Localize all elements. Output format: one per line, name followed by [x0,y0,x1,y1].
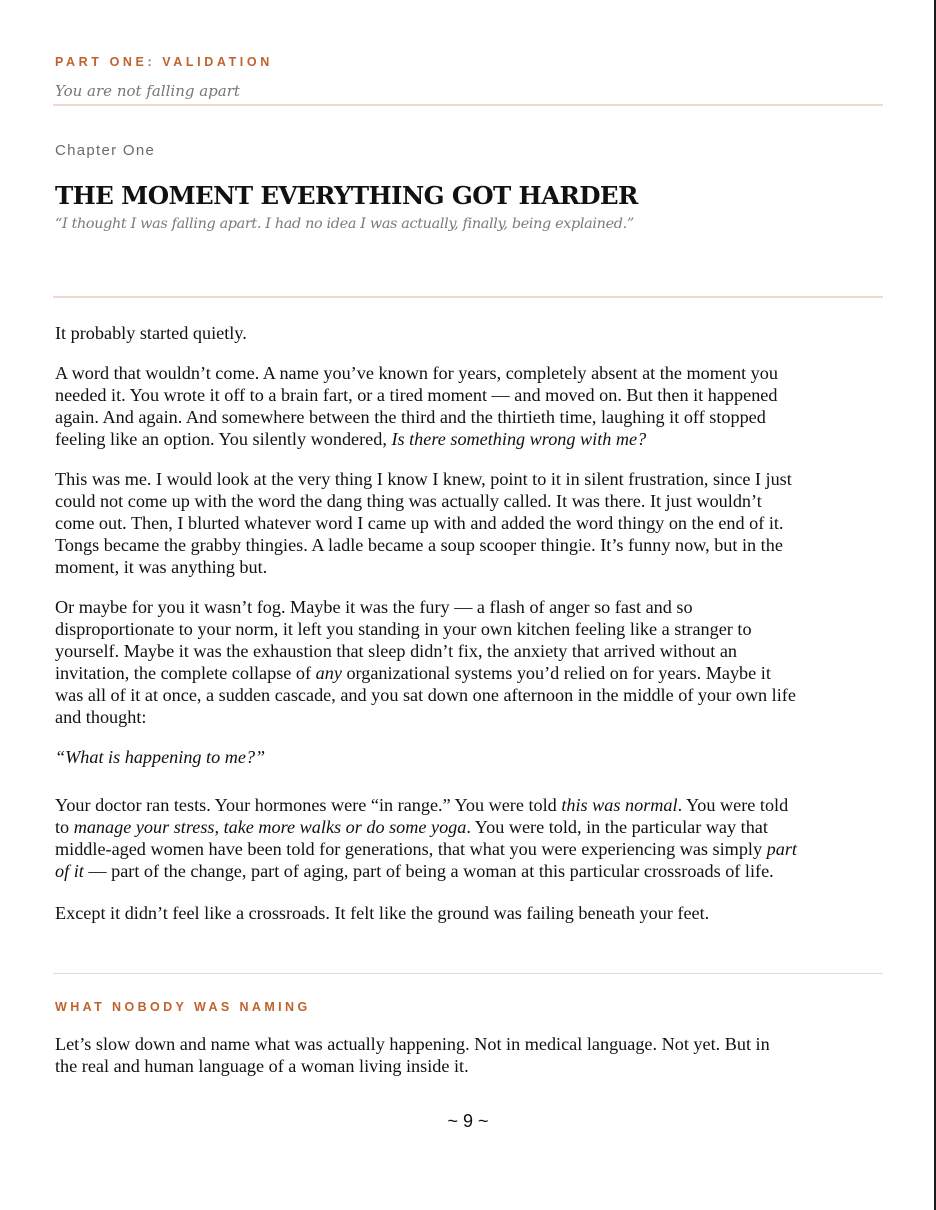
text-line [55,794,885,816]
text-line [55,816,885,838]
text-line: It probably started quietly. [55,323,247,343]
body-paragraph-6 [55,794,885,882]
text-line: moment, it was anything but. [55,557,268,577]
text-line: yourself. Maybe it was the exhaustion that sleep didn’t fix, the anxiety that arrived without an [55,641,738,661]
text-line: Or maybe for you it wasn’t fog. Maybe it was the fury — a flash of anger so fast and so [55,597,693,617]
text-line: needed it. You wrote it off to a brain fart, or a tired moment — and moved on. But then it happened [55,385,778,405]
body-paragraph-1 [55,322,885,344]
chapter-divider [53,296,883,298]
text-line: the real and human language of a woman living inside it. [55,1056,469,1076]
text-run: . You were told [677,795,789,815]
emphasis-text: manage your stress, take more walks or do some yoga [73,817,467,837]
section-heading: WHAT NOBODY WAS NAMING [55,1000,311,1014]
text-line [55,662,885,684]
text-line [55,860,885,882]
text-line: A word that wouldn’t come. A name you’ve known for years, completely absent at the moment you [55,363,778,383]
text-line: again. And again. And somewhere between the third and the thirtieth time, laughing it off stopped [55,407,766,427]
text-run: to [55,817,74,837]
text-line: This was me. I would look at the very thing I know I knew, point to it in silent frustration, since I just [55,469,792,489]
section-paragraph-1 [55,1033,885,1077]
page-number: ~ 9 ~ [447,1111,489,1131]
emphasis-text: this was normal [561,795,678,815]
section-divider [53,973,883,974]
text-line [55,838,885,860]
text-run: middle-aged women have been told for generations, that what you were experiencing was simply [55,839,767,859]
part-subtitle: You are not falling apart [55,82,240,100]
text-line: Let’s slow down and name what was actually happening. Not in medical language. Not yet. But in [55,1034,770,1054]
text-run: feeling like an option. You silently wondered, [55,429,392,449]
text-run: . You were told, in the particular way that [466,817,768,837]
text-line: come out. Then, I blurted whatever word I came up with and added the word thingy on the end of it. [55,513,784,533]
body-quote [55,746,885,768]
body-paragraph-3 [55,468,885,578]
text-line: Except it didn’t feel like a crossroads. It felt like the ground was failing beneath your feet. [55,903,710,923]
text-line [55,428,885,450]
header-divider [53,104,883,106]
text-run: organizational systems you’d relied on for years. Maybe it [341,663,771,683]
emphasis-text: any [315,663,342,683]
text-run: Your doctor ran tests. Your hormones were “in range.” You were told [55,795,562,815]
text-line: “What is happening to me?” [55,747,266,767]
emphasis-text: part [766,839,797,859]
part-label: PART ONE: VALIDATION [55,55,273,69]
emphasis-text: Is there something wrong with me? [391,429,647,449]
emphasis-text: of it [55,861,84,881]
chapter-title: THE MOMENT EVERYTHING GOT HARDER [55,181,638,210]
text-line: and thought: [55,707,147,727]
text-line: disproportionate to your norm, it left you standing in your own kitchen feeling like a stranger to [55,619,752,639]
chapter-epigraph: “I thought I was falling apart. I had no idea I was actually, finally, being explained.” [55,216,634,232]
chapter-label: Chapter One [55,142,156,159]
body-paragraph-2 [55,362,885,450]
text-line: could not come up with the word the dang thing was actually called. It was there. It just wouldn’t [55,491,762,511]
text-line: Tongs became the grabby thingies. A ladle became a soup scooper thingie. It’s funny now, but in the [55,535,783,555]
text-run: — part of the change, part of aging, part of being a woman at this particular crossroads of life. [83,861,774,881]
body-paragraph-4 [55,596,885,728]
text-line: was all of it at once, a sudden cascade, and you sat down one afternoon in the middle of your own life [55,685,796,705]
body-paragraph-7 [55,902,885,924]
text-run: invitation, the complete collapse of [55,663,316,683]
